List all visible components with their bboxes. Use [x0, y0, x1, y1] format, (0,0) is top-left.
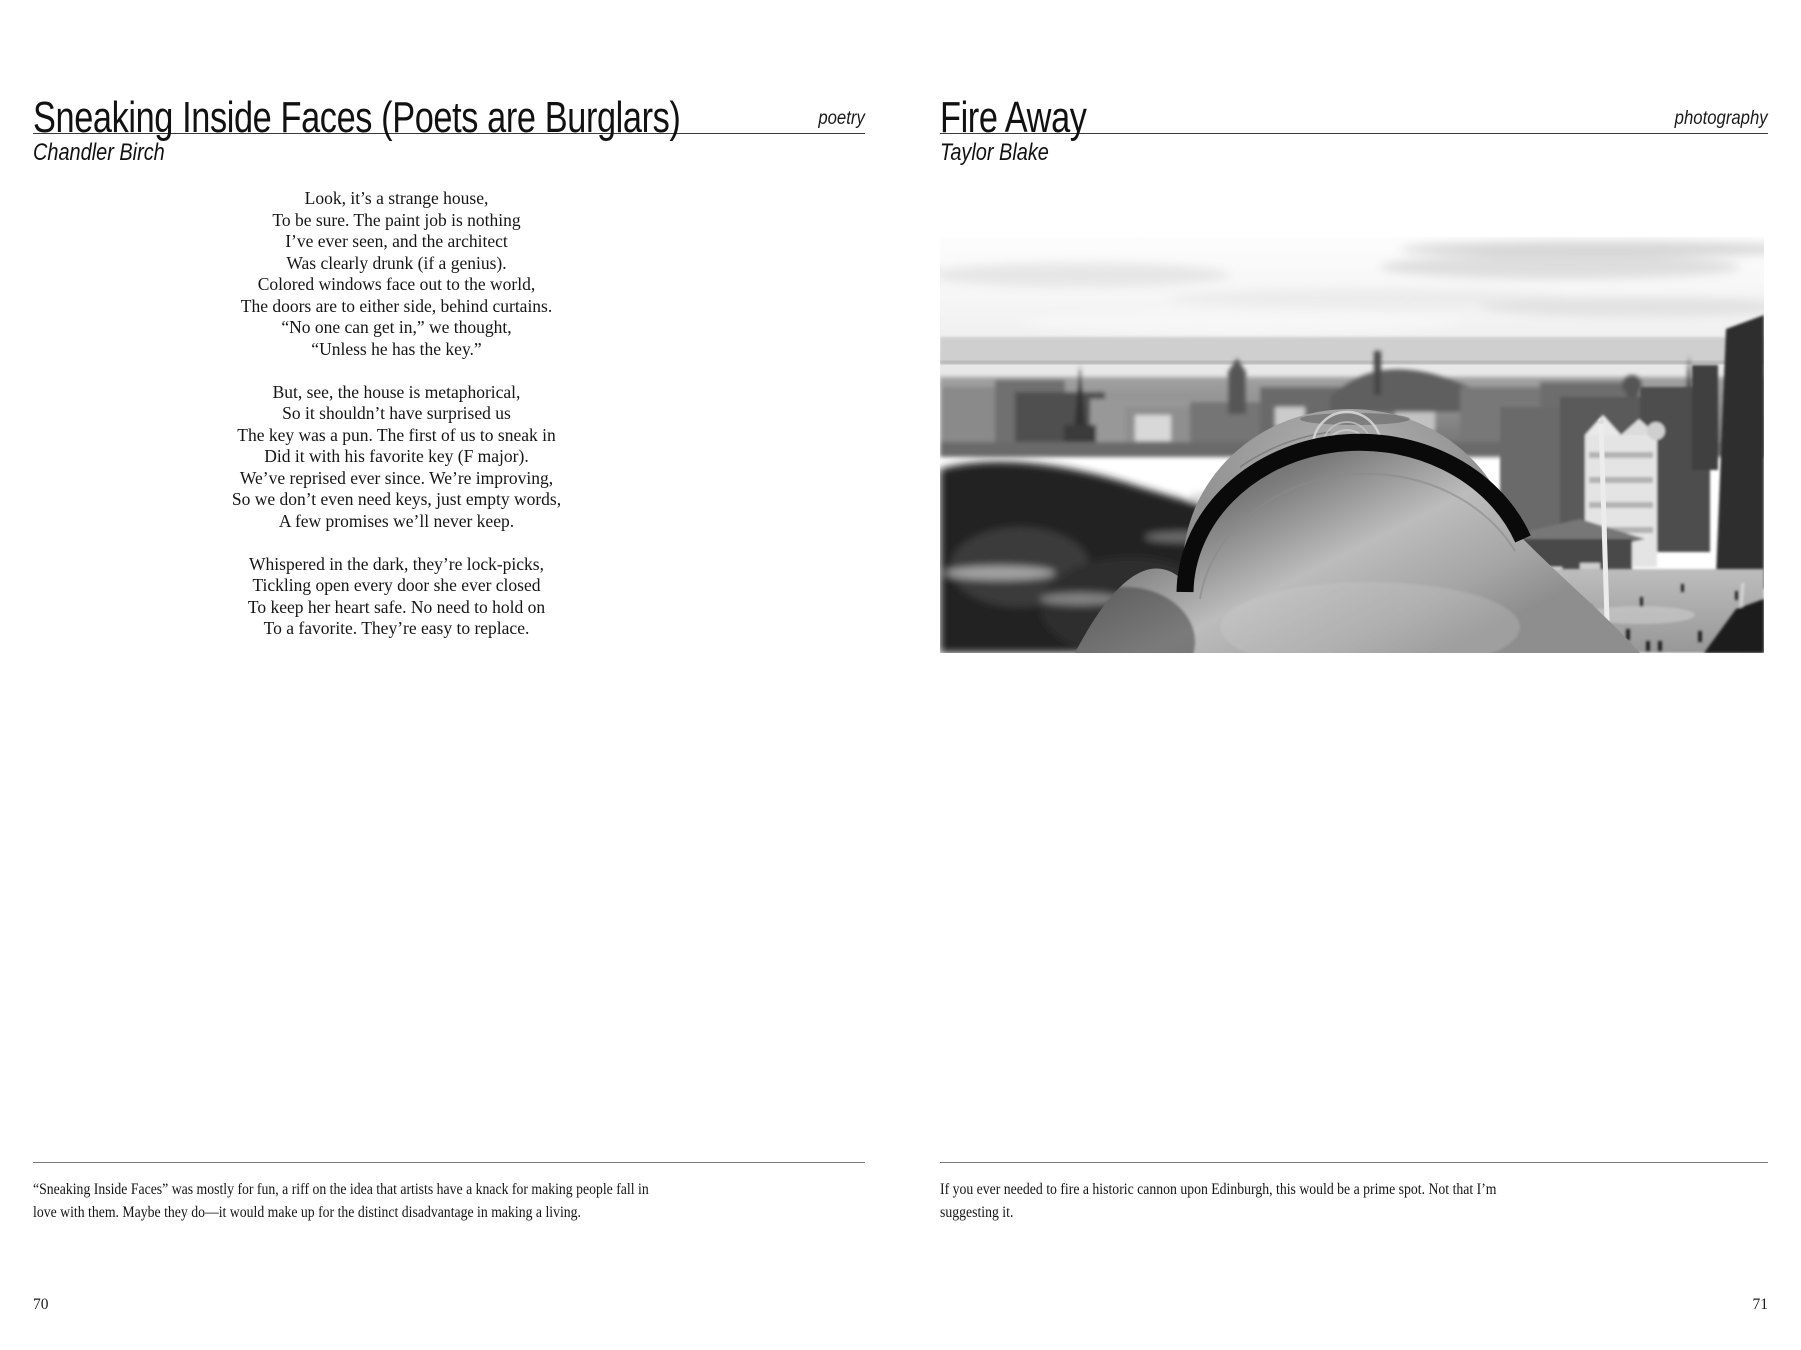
horizon [940, 337, 1764, 364]
poem-line: So it shouldn’t have surprised us [282, 403, 511, 423]
poem-line: I’ve ever seen, and the architect [285, 231, 508, 251]
poem-line: Colored windows face out to the world, [257, 274, 536, 294]
right-page [940, 0, 1768, 1350]
poem-stanza [33, 554, 760, 640]
poem-line: To keep her heart safe. No need to hold on [247, 596, 546, 617]
poem-line: Look, it’s a strange house, [304, 188, 489, 208]
poem-line: “No one can get in,” we thought, [281, 317, 512, 337]
poem-title: Sneaking Inside Faces (Poets are Burglars) [33, 93, 681, 142]
poem-line: Was clearly drunk (if a genius). [286, 252, 507, 273]
poem-line: The key was a pun. The first of us to sneak in [237, 424, 556, 445]
poem-line: Did it with his favorite key (F major). [264, 446, 529, 466]
sky [940, 237, 1764, 387]
footer-line: If you ever needed to fire a historic cannon upon Edinburgh, this would be a prime spot. Not that I’m [940, 1181, 1497, 1198]
genre-label-photography: photography [1675, 108, 1768, 129]
poem-line: To be sure. The paint job is nothing [272, 209, 521, 230]
footer-line: suggesting it. [940, 1203, 1014, 1221]
right-page-header [940, 70, 1768, 142]
poem-line: Tickling open every door she ever closed [252, 575, 541, 595]
poem-line: A few promises we’ll never keep. [278, 510, 515, 531]
poem-stanza [33, 188, 760, 360]
poem-line: The doors are to either side, behind curtains. [240, 295, 553, 316]
genre-label-poetry: poetry [818, 108, 865, 129]
poem-line: But, see, the house is metaphorical, [272, 381, 521, 402]
left-footer-rule [33, 1162, 865, 1163]
left-page-header [33, 70, 865, 142]
right-footer-rule [940, 1162, 1768, 1163]
left-page-number: 70 [33, 1296, 49, 1313]
poem-line: “Unless he has the key.” [311, 338, 482, 359]
poem [33, 188, 760, 661]
poem-stanza [33, 382, 760, 533]
poem-line: To a favorite. They’re easy to replace. [263, 618, 530, 638]
photo-title: Fire Away [940, 93, 1087, 142]
poem-line: Whispered in the dark, they’re lock-picks, [249, 553, 544, 574]
right-footer-note [940, 1179, 1497, 1224]
poem-line: So we don’t even need keys, just empty words, [231, 489, 562, 509]
photo-author: Taylor Blake [940, 139, 1049, 166]
footer-line: love with them. Maybe they do—it would make up for the distinct disadvantage in making a living. [33, 1203, 582, 1221]
poem-line: We’ve reprised ever since. We’re improving, [239, 467, 554, 488]
cannon-photo [940, 237, 1764, 653]
poem-author: Chandler Birch [33, 139, 165, 166]
left-page [33, 0, 865, 1350]
right-page-number: 71 [1752, 1296, 1768, 1313]
footer-line: “Sneaking Inside Faces” was mostly for fun, a riff on the idea that artists have a knack for making people fall in [33, 1181, 649, 1198]
left-footer-note [33, 1179, 649, 1224]
